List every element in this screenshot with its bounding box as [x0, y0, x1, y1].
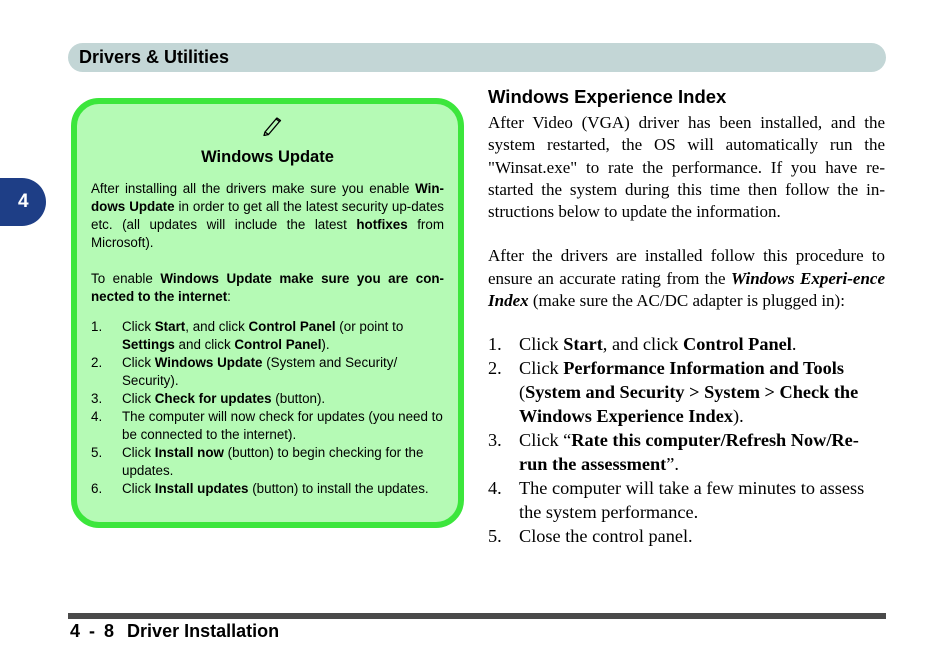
note-title: Windows Update: [201, 148, 334, 166]
chapter-tab: 4: [0, 178, 46, 226]
note-intro: After installing all the drivers make sure you enable Win-dows Update in order to get all the latest security up-dates etc. (all updates will include the latest hotfixes from Microsoft).: [91, 181, 444, 250]
note-step: 5. Click Install now (button) to begin checking for the updates.: [91, 445, 424, 478]
page-number: 4 - 8: [70, 621, 115, 641]
procedure-step: 1. Click Start, and click Control Panel.: [488, 334, 797, 355]
procedure-step: 5. Close the control panel.: [488, 526, 693, 547]
footer-title: Driver Installation: [127, 621, 280, 641]
header-title: Drivers & Utilities: [79, 47, 230, 67]
section-paragraph: After Video (VGA) driver has been installed, and the system restarted, the OS will automatically run the "Winsat.exe" to rate the performance. If you have re-started the system during this time then follow the in-structions below to update the information.: [488, 113, 885, 222]
procedure-step: 3. Click “Rate this computer/Refresh Now/Re-run the assessment”.: [488, 430, 859, 475]
note-step: 1. Click Start, and click Control Panel (or point to Settings and click Control Panel).: [91, 319, 404, 352]
note-step: 4. The computer will now check for updates (you need to be connected to the internet).: [91, 409, 443, 442]
note-step: 6. Click Install updates (button) to install the updates.: [91, 481, 429, 496]
procedure-step: 4. The computer will take a few minutes to assess the system performance.: [488, 478, 865, 523]
section-paragraph: After the drivers are installed follow this procedure to ensure an accurate rating from the Windows Experi-ence Index (make sure the AC/DC adapter is plugged in):: [488, 246, 885, 311]
main-content: [488, 84, 885, 548]
pencil-icon: [261, 116, 283, 136]
section-title: Windows Experience Index: [488, 86, 727, 107]
note-enable: To enable Windows Update make sure you are con-nected to the internet:: [91, 271, 445, 304]
procedure-steps: [488, 332, 885, 548]
note-box: [71, 98, 464, 528]
procedure-step: 2. Click Performance Information and Tools (System and Security > System > Check the Windows Experience Index).: [488, 358, 859, 427]
note-step: 2. Click Windows Update (System and Security/ Security).: [91, 355, 398, 388]
note-step: 3. Click Check for updates (button).: [91, 391, 326, 406]
note-body: [91, 180, 444, 498]
footer: [70, 619, 279, 643]
note-steps: [91, 318, 444, 498]
